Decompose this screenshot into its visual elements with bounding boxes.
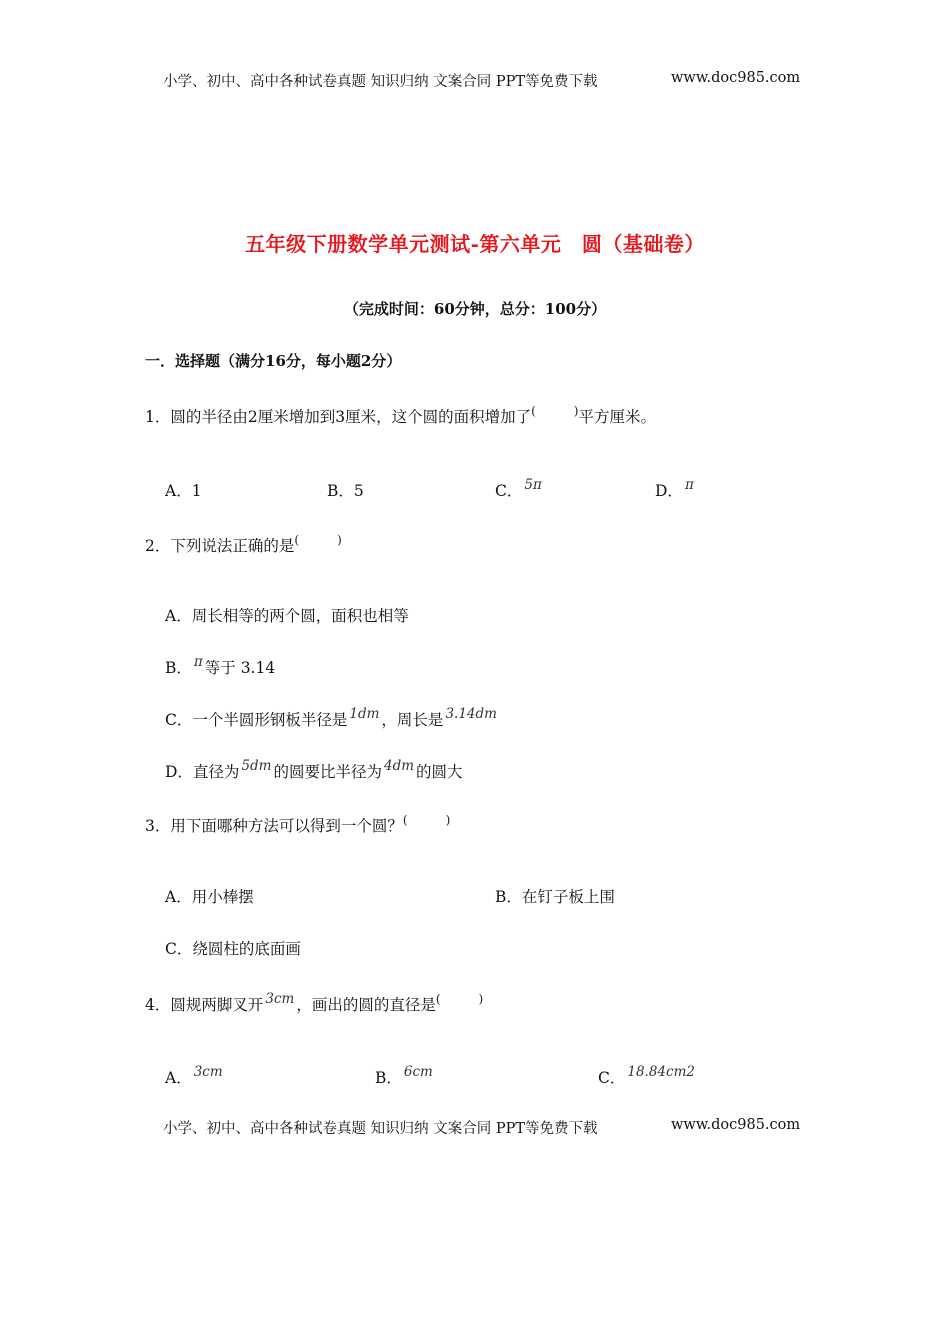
question-3 xyxy=(145,814,450,836)
q2-b-math: π xyxy=(193,654,203,670)
header-note: 小学、初中、高中各种试卷真题 知识归纳 文案合同 PPT等免费下载 xyxy=(163,74,598,90)
q2-paren-open: ( xyxy=(294,533,300,547)
question-4 xyxy=(145,993,483,1015)
q1-option-b: B．5 xyxy=(327,482,364,500)
question-1 xyxy=(145,405,656,427)
q1-option-d xyxy=(655,479,696,501)
question-2 xyxy=(145,534,342,556)
q2-c-math-2: 3.14dm xyxy=(445,706,497,722)
page-subtitle: （完成时间：60分钟，总分：100分） xyxy=(343,300,607,318)
q2-d-math-2: 4dm xyxy=(384,758,415,774)
q4-b-math: 6cm xyxy=(403,1064,433,1080)
q1-text: 1．圆的半径由2厘米增加到3厘米，这个圆的面积增加了 xyxy=(145,408,532,426)
q2-option-c xyxy=(165,708,499,730)
section-heading: 一．选择题（满分16分，每小题2分） xyxy=(145,352,402,370)
q4-paren-open: ( xyxy=(435,992,441,1006)
q4-text: 4．圆规两脚叉开 xyxy=(145,996,264,1014)
q2-option-b xyxy=(165,656,275,678)
q4-math: 3cm xyxy=(265,991,295,1007)
q4-option-a xyxy=(165,1066,225,1088)
footer-site: www.doc985.com xyxy=(671,1117,801,1133)
q1-c-label: C． xyxy=(495,482,523,500)
q2-option-a: A．周长相等的两个圆，面积也相等 xyxy=(165,607,409,625)
page-title: 五年级下册数学单元测试-第六单元 圆（基础卷） xyxy=(245,232,705,256)
q1-suffix: 平方厘米。 xyxy=(578,408,656,426)
q4-a-label: A． xyxy=(165,1069,192,1087)
q4-c-label: C． xyxy=(598,1069,626,1087)
q1-d-label: D． xyxy=(655,482,683,500)
q2-d-label: D．直径为 xyxy=(165,763,240,781)
footer-note: 小学、初中、高中各种试卷真题 知识归纳 文案合同 PPT等免费下载 xyxy=(163,1121,598,1137)
q2-b-text: 等于 3.14 xyxy=(204,659,276,677)
q2-text: 2．下列说法正确的是 xyxy=(145,537,295,555)
q3-option-a: A．用小棒摆 xyxy=(165,888,254,906)
q2-c-mid: ，周长是 xyxy=(381,711,444,729)
page-header xyxy=(163,70,801,91)
q2-c-label: C．一个半圆形钢板半径是 xyxy=(165,711,348,729)
q3-paren-close: ) xyxy=(445,813,451,827)
q2-paren-close: ) xyxy=(337,533,342,547)
q2-d-mid: 的圆要比半径为 xyxy=(273,763,382,781)
q4-b-label: B． xyxy=(375,1069,402,1087)
q1-option-a: A．1 xyxy=(165,482,202,500)
q4-suffix: ，画出的圆的直径是 xyxy=(296,996,436,1014)
q4-option-c xyxy=(598,1066,697,1088)
q3-paren-open: ( xyxy=(402,813,408,827)
q1-d-math: π xyxy=(684,477,694,493)
q2-b-label: B． xyxy=(165,659,192,677)
q2-d-math-1: 5dm xyxy=(241,758,272,774)
q1-paren-open: ( xyxy=(531,404,536,418)
q2-d-end: 的圆大 xyxy=(416,763,463,781)
page-footer xyxy=(163,1117,801,1138)
q4-c-math: 18.84cm2 xyxy=(627,1064,695,1080)
q1-paren-close: ) xyxy=(573,404,579,418)
header-site: www.doc985.com xyxy=(671,70,801,86)
q1-c-math: 5π xyxy=(524,477,542,493)
q1-option-c xyxy=(495,479,544,501)
q3-option-b: B．在钉子板上围 xyxy=(495,888,615,906)
q4-option-b xyxy=(375,1066,435,1088)
q4-paren-close: ) xyxy=(478,992,484,1006)
q2-c-math-1: 1dm xyxy=(349,706,380,722)
q2-option-d xyxy=(165,760,463,782)
q3-option-c: C．绕圆柱的底面画 xyxy=(165,940,301,958)
q4-a-math: 3cm xyxy=(193,1064,223,1080)
q3-text: 3．用下面哪种方法可以得到一个圆？ xyxy=(145,817,403,835)
